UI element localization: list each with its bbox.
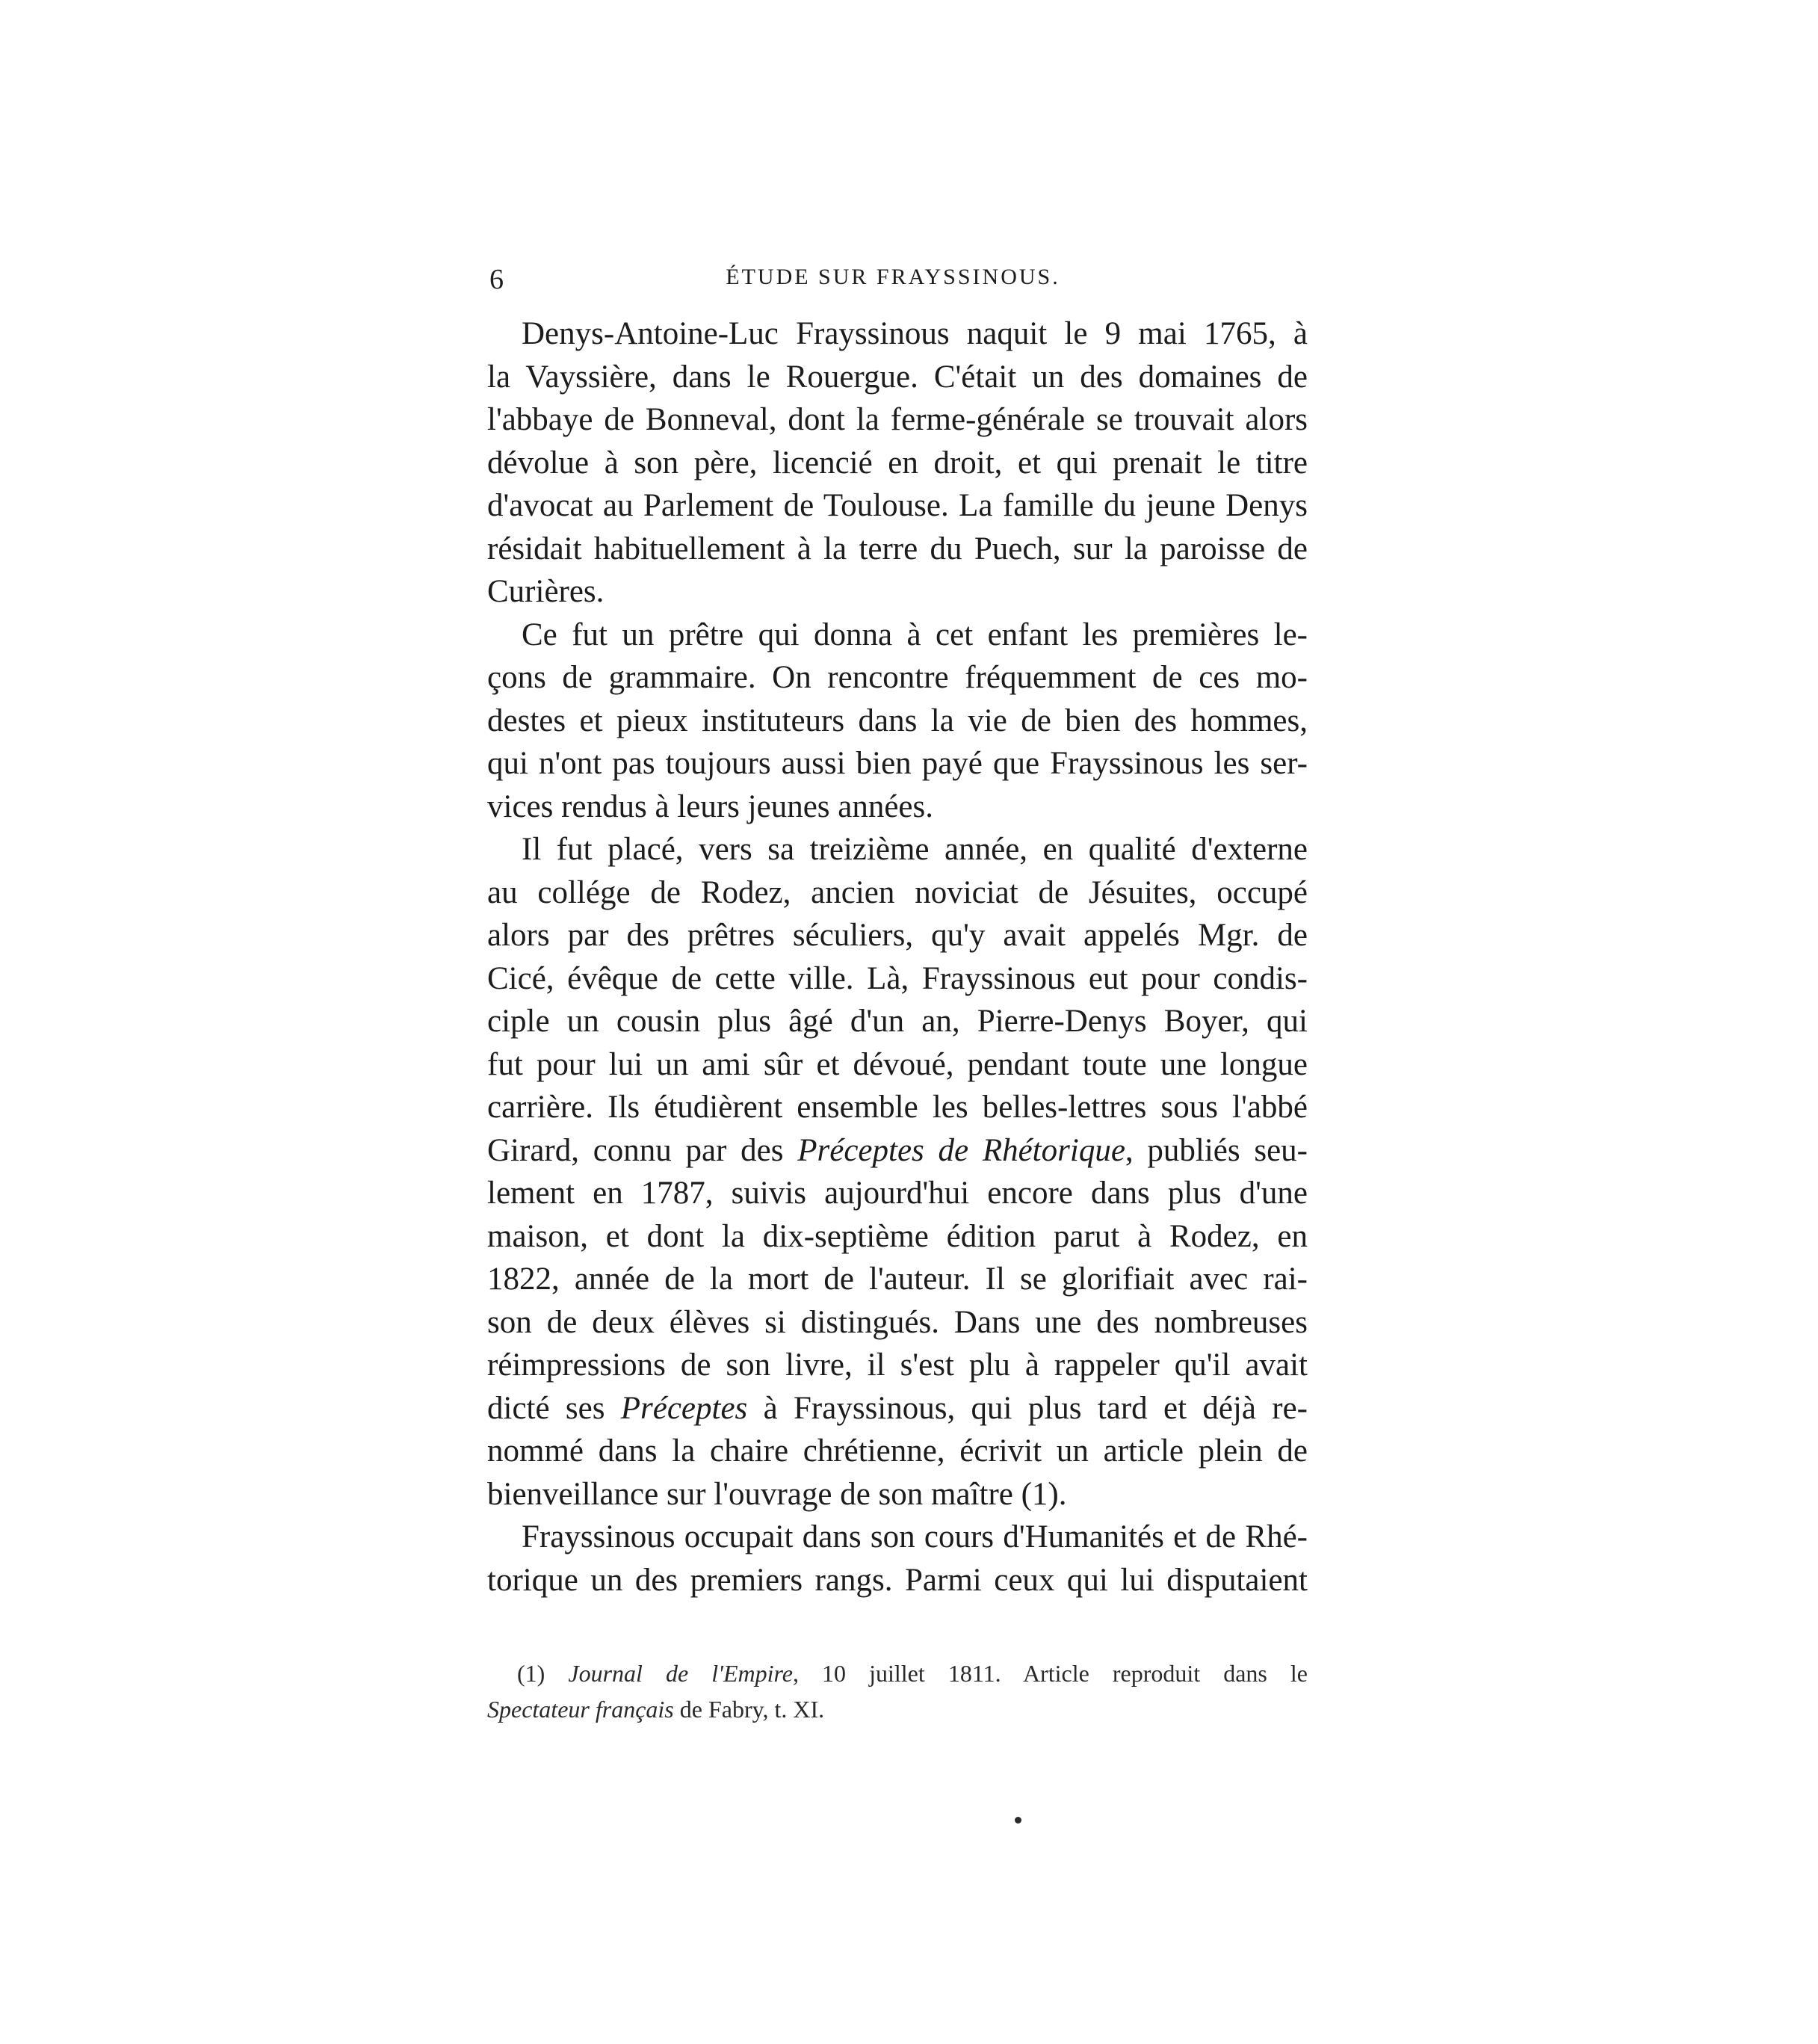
text-line: la Vayssière, dans le Rouergue. C'était un des domaines de: [487, 359, 1308, 395]
text-line: fut pour lui un ami sûr et dévoué, pendant toute une longue: [487, 1046, 1308, 1082]
running-head: [489, 263, 1296, 308]
running-title: ÉTUDE SUR FRAYSSINOUS.: [726, 265, 1060, 289]
text-line: au collége de Rodez, ancien noviciat de Jésuites, occupé: [487, 874, 1308, 910]
text-line: qui n'ont pas toujours aussi bien payé que Frayssinous les ser-: [487, 746, 1308, 781]
text-line: ciple un cousin plus âgé d'un an, Pierre-Denys Boyer, qui: [487, 1004, 1308, 1039]
footnote-text: , 10 juillet 1811. Article reproduit dans le: [793, 1660, 1308, 1687]
text-line: l'abbaye de Bonneval, dont la ferme-générale se trouvait alors: [487, 402, 1308, 437]
text-run: Girard, connu par des: [487, 1132, 798, 1168]
text-line-with-italic: [487, 1387, 1308, 1430]
text-line: alors par des prêtres séculiers, qu'y avait appelés Mgr. de: [487, 918, 1308, 953]
text-line: dévolue à son père, licencié en droit, et qui prenait le titre: [487, 445, 1308, 481]
text-line: son de deux élèves si distingués. Dans une des nombreuses: [487, 1304, 1308, 1340]
text-line: d'avocat au Parlement de Toulouse. La famille du jeune Denys: [487, 488, 1308, 523]
text-line: destes et pieux instituteurs dans la vie de bien des hommes,: [487, 703, 1308, 738]
text-line: 1822, année de la mort de l'auteur. Il se glorifiait avec rai-: [487, 1262, 1308, 1297]
text-line-with-italic: [487, 1129, 1308, 1173]
text-run: à Frayssinous, qui plus tard et déjà re-: [747, 1390, 1308, 1426]
print-speck: [1015, 1817, 1021, 1824]
text-line: Il fut placé, vers sa treizième année, en qualité d'externe: [522, 832, 1308, 867]
text-line: vices rendus à leurs jeunes années.: [487, 788, 934, 824]
footnote-marker: (1): [517, 1660, 545, 1687]
footnote-line: [517, 1655, 1308, 1691]
italic-title: Préceptes: [620, 1390, 748, 1426]
text-line: bienveillance sur l'ouvrage de son maître (1).: [487, 1476, 1067, 1512]
text-line: réimpressions de son livre, il s'est plu à rappeler qu'il avait: [487, 1347, 1308, 1383]
footnote: [487, 1655, 1308, 1727]
text-line: Ce fut un prêtre qui donna à cet enfant les premières le-: [522, 617, 1308, 652]
text-run: dicté ses: [487, 1390, 621, 1426]
text-line: nommé dans la chaire chrétienne, écrivit un article plein de: [487, 1433, 1308, 1469]
footnote-source: Spectateur français: [487, 1696, 674, 1723]
footnote-source: Journal de l'Empire: [568, 1660, 793, 1687]
text-line: Denys-Antoine-Luc Frayssinous naquit le 9 mai 1765, à: [522, 316, 1308, 351]
text-line: lement en 1787, suivis aujourd'hui encore dans plus d'une: [487, 1176, 1308, 1211]
footnote-text: de Fabry, t. XI.: [673, 1696, 825, 1723]
body-text: [487, 312, 1308, 1602]
italic-title: Préceptes de Rhétorique: [797, 1132, 1125, 1168]
text-line: Frayssinous occupait dans son cours d'Humanités et de Rhé-: [522, 1519, 1308, 1554]
text-line: carrière. Ils étudièrent ensemble les belles-lettres sous l'abbé: [487, 1090, 1308, 1125]
text-line: torique un des premiers rangs. Parmi ceux qui lui disputaient: [487, 1562, 1308, 1598]
page-number: 6: [489, 264, 504, 295]
text-line: Cicé, évêque de cette ville. Là, Frayssinous eut pour condis-: [487, 960, 1308, 996]
text-line: Curières.: [487, 574, 605, 609]
text-line: çons de grammaire. On rencontre fréquemment de ces mo-: [487, 660, 1308, 695]
text-run: , publiés seu-: [1125, 1132, 1308, 1168]
footnote-line: [487, 1691, 1308, 1727]
text-line: résidait habituellement à la terre du Puech, sur la paroisse de: [487, 531, 1308, 566]
text-line: maison, et dont la dix-septième édition parut à Rodez, en: [487, 1218, 1308, 1254]
